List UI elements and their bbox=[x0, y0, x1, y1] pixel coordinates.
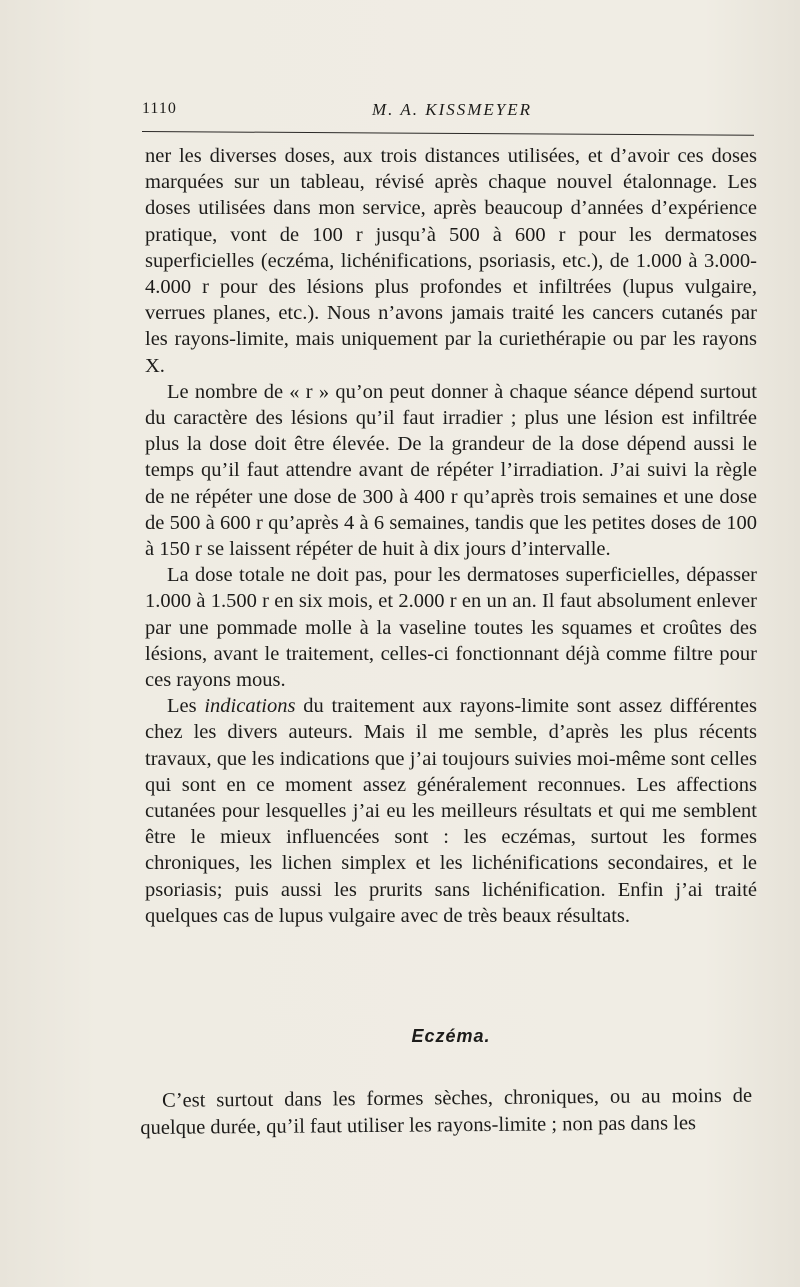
paragraph-dose-number: Le nombre de « r » qu’on peut donner à chaque séance dépend surtout du caractère des lésions qu’il faut irradier ; plus une lésion est infiltrée plus la dose doit être élevée. De la grandeur de la dose dépend aussi le temps qu’il faut attendre avant de répéter l’irradiation. J’ai suivi la règle de ne répéter une dose de 300 à 400 r qu’après trois semaines et une dose de 500 à 600 r qu’après 4 à 6 semaines, tandis que les petites doses de 100 à 150 r se laissent répéter de huit à dix jours d’intervalle. bbox=[145, 380, 757, 561]
body-text bbox=[145, 143, 757, 929]
paragraph-eczema: C’est surtout dans les formes sèches, chroniques, ou au moins de quelque durée, qu’il faut utiliser les rayons-limite ; non pas dans les bbox=[140, 1084, 753, 1139]
closing-text bbox=[140, 1083, 752, 1141]
paragraph-total-dose: La dose totale ne doit pas, pour les dermatoses superficielles, dépasser 1.000 à 1.500 r en six mois, et 2.000 r en un an. Il faut absolument enlever par une pommade molle à la vaseline toutes les squames et croûtes des lésions, avant le traitement, celles-ci fonctionnant déjà comme filtre pour ces rayons mous. bbox=[145, 564, 757, 692]
paragraph-continuation: ner les diverses doses, aux trois distances utilisées, et d’avoir ces doses marquées sur un tableau, révisé après chaque nouvel étalonnage. Les doses utilisées dans mon service, après beaucoup d’années d’expérience pratique, vont de 100 r jusqu’à 500 à 600 r pour les dermatoses superficielles (eczéma, lichénifications, psoriasis, etc.), de 1.000 à 3.000-4.000 r pour des lésions plus profondes et infiltrées (lupus vulgaire, verrues planes, etc.). Nous n’avons jamais traité les cancers cutanés par les rayons-limite, mais uniquement par la curiethérapie ou par les rayons X. bbox=[145, 145, 757, 377]
paragraph-indications bbox=[145, 693, 757, 929]
indications-text: du traitement aux rayons-limite sont assez différentes chez les divers auteurs. Mais il me semble, d’après les plus récents travaux, que les indications que j’ai toujours suivies moi-même sont celles qui sont en ce moment assez généralement reconnues. Les affections cutanées pour lesquelles j’ai eu les meilleurs résultats et qui me semblent être le mieux influencées sont : les eczémas, surtout les formes chroniques, les lichen simplex et les lichénifications secondaires, et le psoriasis; puis aussi les prurits sans lichénification. Enfin j’ai traité quelques cas de lupus vulgaire avec de très beaux résultats. bbox=[145, 695, 757, 927]
header-rule bbox=[142, 131, 754, 136]
indications-lead: Les bbox=[167, 695, 205, 718]
page-header bbox=[142, 100, 754, 130]
section-heading: Eczéma. bbox=[411, 1026, 491, 1046]
indications-italic: indications bbox=[204, 695, 296, 718]
running-head: M. A. KISSMEYER bbox=[372, 100, 533, 119]
page-number: 1110 bbox=[142, 100, 177, 117]
